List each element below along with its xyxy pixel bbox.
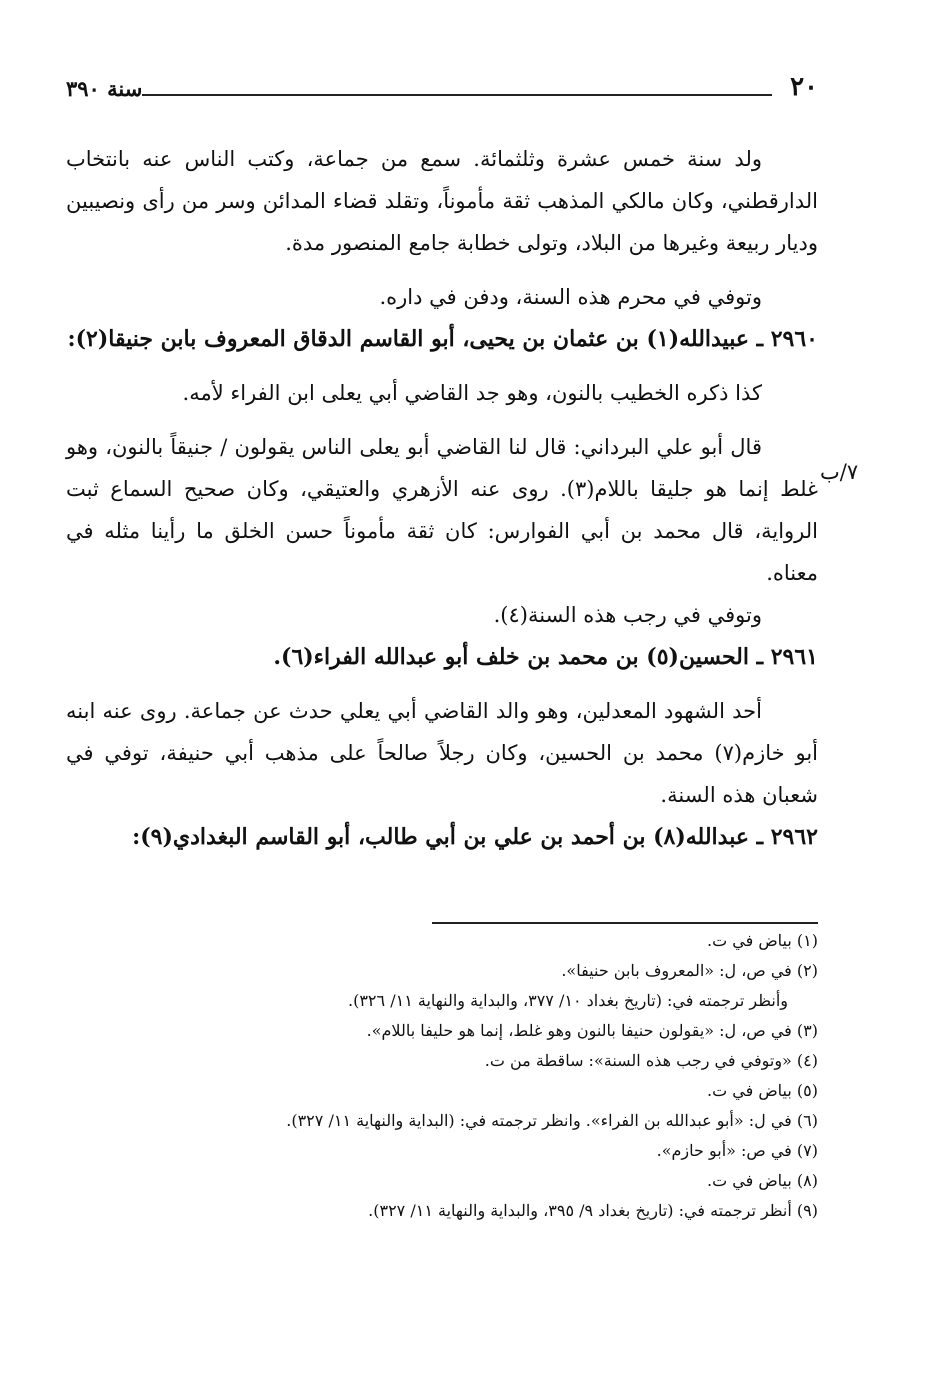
header-rule [142, 94, 772, 96]
biography-entry-heading: ٢٩٦٢ ـ عبدالله(٨) بن أحمد بن علي بن أبي طالب، أبو القاسم البغدادي(٩): [132, 824, 818, 850]
main-text [66, 138, 818, 858]
footnotes [66, 926, 818, 1226]
footnote: وأنظر ترجمته في: (تاريخ بغداد ١٠/ ٣٧٧، والبداية والنهاية ١١/ ٣٢٦). [348, 991, 788, 1010]
paragraph: قال أبو علي البرداني: قال لنا القاضي أبو يعلى الناس يقولون / جنيقاً بالنون، وهو غلط إنما هو جليقا باللام(٣). روى عنه الأزهري والعتيقي، وكان صحيح السماع ثبت الرواية، قال محمد بن أبي الفوارس: كان ثقة مأموناً حسن الخلق ما رأينا مثله في معناه. [66, 435, 819, 585]
paragraph: وتوفي في رجب هذه السنة(٤). [493, 603, 762, 627]
footnote: (١) بياض في ت. [707, 931, 818, 950]
footnote: (٤) «وتوفي في رجب هذه السنة»: ساقطة من ت. [484, 1051, 818, 1070]
paragraph: أحد الشهود المعدلين، وهو والد القاضي أبي يعلي حدث عن جماعة. روى عنه ابنه أبو خازم(٧) محمد بن الحسين، وكان رجلاً صالحاً على مذهب أبي حنيفة، توفي في شعبان هذه السنة. [66, 699, 818, 807]
footnote: (٣) في ص، ل: «يقولون حنيفا بالنون وهو غلط، إنما هو حليفا باللام». [366, 1021, 818, 1040]
manuscript-folio-note: ٧/ب [820, 460, 859, 484]
biography-entry-heading: ٢٩٦٠ ـ عبيدالله(١) بن عثمان بن يحيى، أبو القاسم الدقاق المعروف بابن جنيقا(٢): [67, 326, 818, 352]
page-number: ٢٠ [790, 72, 818, 102]
paragraph: كذا ذكره الخطيب بالنون، وهو جد القاضي أبي يعلى ابن الفراء لأمه. [182, 381, 762, 405]
biography-entry-heading: ٢٩٦١ ـ الحسين(٥) بن محمد بن خلف أبو عبدالله الفراء(٦). [273, 644, 818, 670]
footnote: (٥) بياض في ت. [707, 1081, 818, 1100]
page-header [66, 72, 818, 108]
footnote-rule [432, 922, 818, 924]
paragraph: ولد سنة خمس عشرة وثلثمائة. سمع من جماعة، وكتب الناس عنه بانتخاب الدارقطني، وكان مالكي المذهب ثقة مأموناً، وتقلد قضاء المدائن وسر من رأى ونصيبين وديار ربيعة وغيرها من البلاد، وتولى خطابة جامع المنصور مدة. [66, 147, 818, 255]
footnote: (٧) في ص: «أبو حازم». [656, 1141, 818, 1160]
paragraph: وتوفي في محرم هذه السنة، ودفن في داره. [379, 285, 762, 309]
footnote: (٦) في ل: «أبو عبدالله بن الفراء». وانظر ترجمته في: (البداية والنهاية ١١/ ٣٢٧). [286, 1111, 818, 1130]
running-title: سنة ٣٩٠ [66, 76, 143, 101]
footnote: (٩) أنظر ترجمته في: (تاريخ بغداد ٩/ ٣٩٥، والبداية والنهاية ١١/ ٣٢٧). [368, 1201, 818, 1220]
footnote: (٨) بياض في ت. [707, 1171, 818, 1190]
footnote: (٢) في ص، ل: «المعروف بابن حنيفا». [561, 961, 818, 980]
